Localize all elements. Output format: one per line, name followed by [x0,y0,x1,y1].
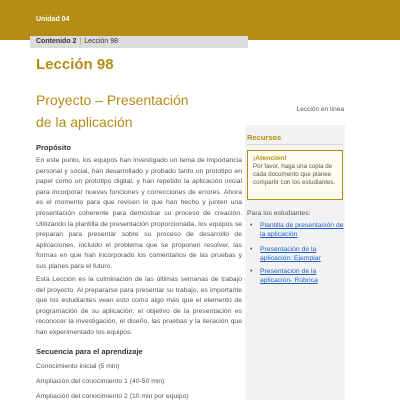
unit-label: Unidad 04 [36,16,70,23]
breadcrumb-lesson: Lección 98 [84,38,119,45]
resource-link-item [250,221,346,239]
alert-body: Por favor, haga una copia de cada documento que planee compartir con los estudiantes. [253,163,336,186]
resources-heading: Recursos [247,133,282,142]
purpose-heading: Propósito [36,143,71,152]
resource-link-item [250,267,346,285]
bullet-icon: • [250,268,253,275]
alert-title: ¡Atención! [253,155,287,162]
project-title-line-2: de la aplicación [36,114,133,130]
breadcrumb-separator: | [79,38,82,45]
breadcrumb-text [36,38,118,45]
sequence-item: Ampliación del conocimiento 1 (40-50 min) [36,378,165,385]
sequence-item: Conocimiento inicial (5 min) [36,363,120,370]
purpose-paragraph-2: Esta Lección es la culminación de las últimas semanas de trabajo del proyecto. Al prepararse para presentar su trabajo, es importante que los estudiantes vean esto como algo más que el elemento de programación de su aplicación: el objetivo de la presentación es reconocer la investigación, el diseño, las pruebas y la iteración que han experimentado los equipos. [36,276,242,336]
attention-alert [247,150,343,200]
presentation-rubric-link[interactable]: Presentación de la aplicación- Rúbrica [260,268,318,284]
project-title [36,89,236,133]
purpose-paragraph-1: En este punto, los equipos han investigado un tema de importancia personal y social, han desarrollado y probado tanto un prototipo en papel como un prototipo digital, y han repetido la aplicación inicial para incorporar nuevas funciones y correcciones de errores. Ahora es el momento para que revisen lo que han hecho y junten una presentación coherente para demostrar su proceso de creación. Utilizando la plantilla de presentación proporcionada, los equipos se preparan para presentar sobre su proceso de desarrollo de aplicaciones, incluido el problema que se proponen resolver, las formas en que han incorporado los comentarios de las pruebas y sus planes para el futuro. [36,157,242,270]
resources-divider [247,144,343,145]
project-title-line-1: Proyecto – Presentación [36,92,189,108]
lesson-mode-label: Lección en línea [296,106,344,113]
lesson-title: Lección 98 [36,56,114,73]
sequence-heading: Secuencia para el aprendizaje [36,347,143,356]
presentation-example-link[interactable]: Presentación de la aplicación: Ejemplar [260,246,321,262]
resource-link-item [250,245,346,263]
breadcrumb-content: Contenido 2 [36,38,77,45]
sequence-item: Ampliación del conocimiento 2 (10 min por equipo) [36,393,189,400]
presentation-template-link[interactable]: Plantilla de presentación de la aplicación [260,222,344,238]
for-students-label: Para los estudiantes: [247,210,311,217]
top-header-bar [0,0,400,40]
bullet-icon: • [250,222,253,229]
breadcrumb [30,36,248,48]
bullet-icon: • [250,246,253,253]
